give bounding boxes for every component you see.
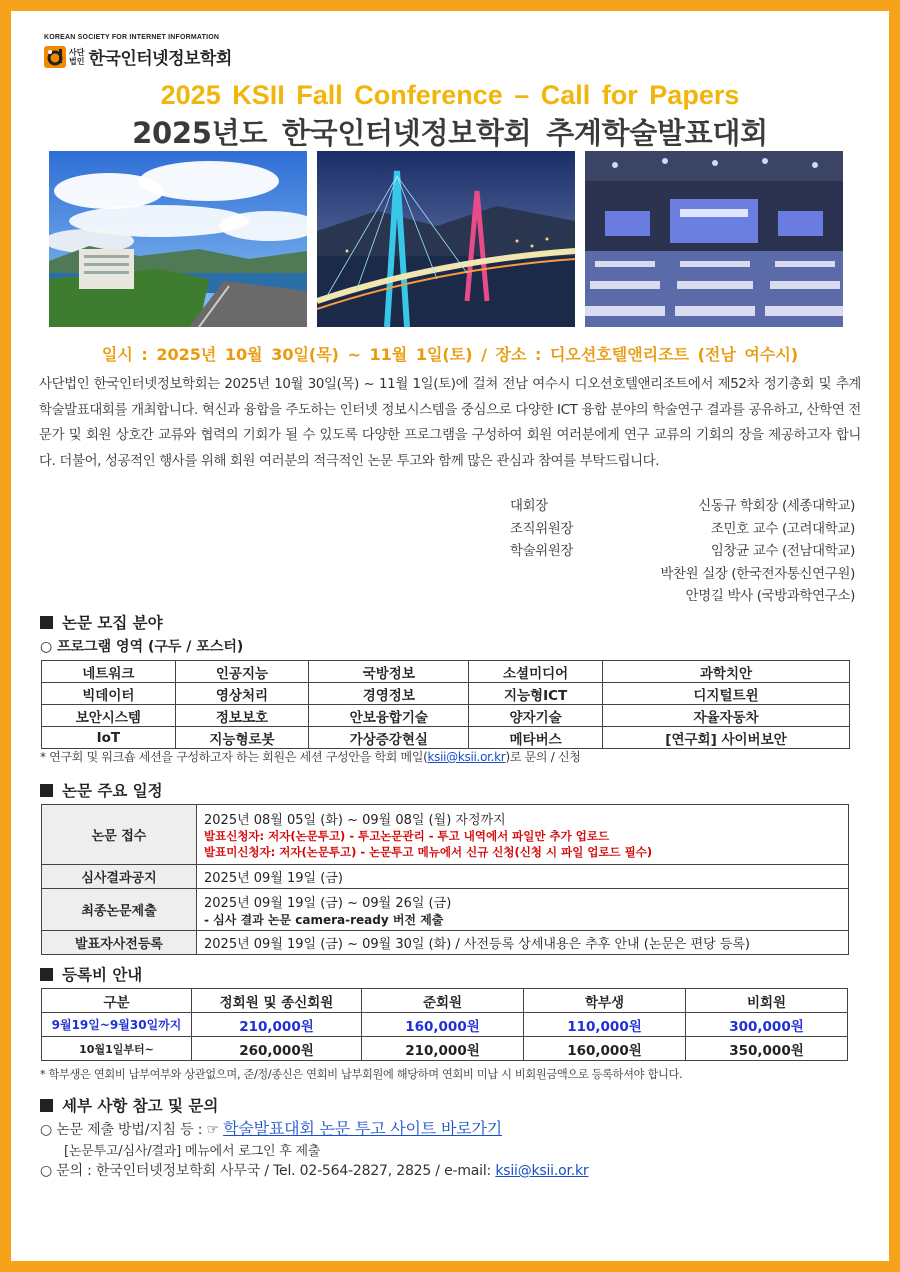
schedule-value bbox=[197, 805, 849, 865]
role-title: 대회장 bbox=[510, 499, 548, 514]
schedule-label: 심사결과공지 bbox=[42, 865, 197, 889]
schedule-date: 2025년 09월 19일 (금) ~ 09월 26일 (금) bbox=[204, 895, 452, 911]
session-note bbox=[40, 748, 581, 765]
role-title: 조직위원장 bbox=[510, 521, 574, 537]
table-row bbox=[42, 705, 850, 727]
table-cell: 350,000원 bbox=[686, 1037, 848, 1061]
table-cell: 160,000원 bbox=[362, 1013, 524, 1037]
table-row bbox=[42, 727, 850, 749]
schedule-note-red: 발표미신청자: 저자(논문투고) - 논문투고 메뉴에서 신규 신청(신청 시 파일 업로드 필수) bbox=[204, 845, 653, 859]
photo-night-bridge bbox=[317, 151, 575, 327]
table-cell: 보안시스템 bbox=[42, 705, 176, 727]
table-cell: 국방정보 bbox=[309, 661, 469, 683]
schedule-label: 논문 접수 bbox=[42, 805, 197, 865]
email-link[interactable]: ksii@ksii.or.kr bbox=[427, 750, 506, 764]
note-text: )로 문의 / 신청 bbox=[505, 750, 581, 764]
contact-email-link[interactable]: ksii@ksii.or.kr bbox=[495, 1163, 589, 1179]
table-cell: 260,000원 bbox=[192, 1037, 362, 1061]
contact-line bbox=[40, 1160, 588, 1180]
section-title: 논문 주요 일정 bbox=[62, 782, 163, 800]
column-header: 학부생 bbox=[524, 989, 686, 1013]
logo-small-text: 사단 법인 bbox=[69, 47, 85, 66]
photo-convention-hall bbox=[585, 151, 843, 327]
table-cell: 210,000원 bbox=[362, 1037, 524, 1061]
intro-paragraph: 사단법인 한국인터넷정보학회는 2025년 10월 30일(목) ~ 11월 1일(토)에 걸쳐 전남 여수시 디오션호텔앤리조트에서 제52차 정기총회 및 추계학술발표대회를 개최합니다. 혁신과 융합을 주도하는 인터넷 정보시스템을 중심으로 다양한 ICT 융합 분야의 학술연구 결과를 공유하고, 산학연 전문가 및 회원 상호간 교류와 협력의 기회가 될 수 있도록 다양한 프로그램을 구성하여 회원 여러분에게 연구 교류의 기회의 장을 제공하고자 합니다. 더불어, 성공적인 행사를 위해 회원 여러분의 적극적인 논문 투고와 함께 많은 관심과 참여를 부탁드립니다. bbox=[39, 377, 861, 469]
table-cell: 110,000원 bbox=[524, 1013, 686, 1037]
table-cell: 과학치안 bbox=[602, 661, 849, 683]
fields-table bbox=[41, 660, 850, 749]
table-row bbox=[42, 865, 849, 889]
role-person: 신동규 학회장 (세종대학교) bbox=[698, 499, 855, 514]
logo-mark-icon bbox=[44, 46, 66, 68]
table-row bbox=[42, 931, 849, 955]
role-person: 조민호 교수 (고려대학교) bbox=[710, 521, 855, 537]
table-cell: 인공지능 bbox=[175, 661, 309, 683]
photo-resort-coast bbox=[49, 151, 307, 327]
section-title: 논문 모집 분야 bbox=[62, 614, 163, 632]
table-cell: 9월19일~9월30일까지 bbox=[42, 1013, 192, 1037]
table-cell: 메타버스 bbox=[469, 727, 603, 749]
society-logo bbox=[44, 34, 232, 69]
square-bullet-icon bbox=[40, 1099, 53, 1112]
schedule-label: 최종논문제출 bbox=[42, 889, 197, 931]
table-cell: 경영정보 bbox=[309, 683, 469, 705]
column-header: 준회원 bbox=[362, 989, 524, 1013]
table-row bbox=[42, 683, 850, 705]
table-cell: 10월1일부터~ bbox=[42, 1037, 192, 1061]
title-korean: 2025년도 한국인터넷정보학회 추계학술발표대회 bbox=[132, 116, 768, 150]
role-person: 안명길 박사 (국방과학연구소) bbox=[685, 589, 855, 604]
column-header: 정회원 및 종신회원 bbox=[192, 989, 362, 1013]
table-cell: 지능형ICT bbox=[469, 683, 603, 705]
committee-titles bbox=[510, 496, 573, 564]
info-text: ○ 논문 제출 방법/지침 등 : ☞ bbox=[40, 1122, 224, 1138]
table-cell: 안보융합기술 bbox=[309, 705, 469, 727]
table-cell: 영상처리 bbox=[175, 683, 309, 705]
submission-guide-line bbox=[40, 1116, 502, 1139]
table-row bbox=[42, 661, 850, 683]
table-header-row bbox=[42, 989, 848, 1013]
fee-note: * 학부생은 연회비 납부여부와 상관없으며, 준/정/종신은 연회비 납부회원에 해당하며 연회비 미납 시 비회원금액으로 등록하셔야 합니다. bbox=[40, 1068, 683, 1081]
schedule-note-red: 발표신청자: 저자(논문투고) - 투고논문관리 - 투고 내역에서 파일만 추가 업로드 bbox=[204, 829, 610, 843]
schedule-table bbox=[41, 804, 849, 955]
table-cell: 디지털트윈 bbox=[602, 683, 849, 705]
info-text: ○ 문의 : 한국인터넷정보학회 사무국 / Tel. 02-564-2827, 2825 / e-mail: bbox=[40, 1163, 496, 1179]
table-cell: IoT bbox=[42, 727, 176, 749]
section-heading-schedule bbox=[40, 779, 163, 801]
fee-table bbox=[41, 988, 848, 1061]
table-cell: 210,000원 bbox=[192, 1013, 362, 1037]
table-cell: 가상증강현실 bbox=[309, 727, 469, 749]
table-cell: 자율자동차 bbox=[602, 705, 849, 727]
schedule-note: - 심사 결과 논문 camera-ready 버전 제출 bbox=[204, 912, 444, 927]
table-cell: 소셜미디어 bbox=[469, 661, 603, 683]
schedule-value: 2025년 09월 19일 (금) ~ 09월 30일 (화) / 사전등록 상세내용은 추후 안내 (논문은 편당 등록) bbox=[197, 931, 849, 955]
table-cell: 네트워크 bbox=[42, 661, 176, 683]
event-date-venue: 일시 : 2025년 10월 30일(목) ~ 11월 1일(토) / 장소 : 디오션호텔앤리조트 (전남 여수시) bbox=[101, 345, 799, 364]
table-cell: 300,000원 bbox=[686, 1013, 848, 1037]
logo-korean-name: 한국인터넷정보학회 bbox=[88, 49, 232, 69]
table-row bbox=[42, 805, 849, 865]
committee-members bbox=[660, 496, 855, 609]
schedule-value: 2025년 09월 19일 (금) bbox=[197, 865, 849, 889]
section-title: 등록비 안내 bbox=[62, 966, 143, 984]
column-header: 비회원 bbox=[686, 989, 848, 1013]
program-area-heading: ○ 프로그램 영역 (구두 / 포스터) bbox=[40, 639, 244, 655]
table-row-late bbox=[42, 1037, 848, 1061]
schedule-label: 발표자사전등록 bbox=[42, 931, 197, 955]
table-cell: 160,000원 bbox=[524, 1037, 686, 1061]
title-english: 2025 KSII Fall Conference – Call for Papers bbox=[160, 80, 740, 110]
table-cell: 빅데이터 bbox=[42, 683, 176, 705]
table-row-early bbox=[42, 1013, 848, 1037]
role-person: 박찬원 실장 (한국전자통신연구원) bbox=[660, 566, 855, 582]
section-heading-fee bbox=[40, 963, 142, 985]
table-cell: 정보보호 bbox=[175, 705, 309, 727]
table-row bbox=[42, 889, 849, 931]
table-cell: 지능형로봇 bbox=[175, 727, 309, 749]
section-heading-info bbox=[40, 1094, 218, 1116]
note-text: * 연구회 및 워크숍 세션을 구성하고자 하는 회원은 세션 구성안을 학회 메일( bbox=[40, 750, 428, 764]
logo-english-name: KOREAN SOCIETY FOR INTERNET INFORMATION bbox=[44, 34, 220, 41]
logo-corp-label bbox=[69, 48, 84, 66]
square-bullet-icon bbox=[40, 968, 53, 981]
square-bullet-icon bbox=[40, 616, 53, 629]
column-header: 구분 bbox=[42, 989, 192, 1013]
section-heading-fields bbox=[40, 611, 163, 633]
table-cell: 양자기술 bbox=[469, 705, 603, 727]
submission-site-link[interactable]: 학술발표대회 논문 투고 사이트 바로가기 bbox=[223, 1119, 502, 1138]
square-bullet-icon bbox=[40, 784, 53, 797]
submission-menu-note: [논문투고/심사/결과] 메뉴에서 로그인 후 제출 bbox=[64, 1144, 321, 1159]
schedule-date: 2025년 08월 05일 (화) ~ 09월 08일 (월) 자정까지 bbox=[204, 813, 506, 828]
schedule-value bbox=[197, 889, 849, 931]
section-title: 세부 사항 참고 및 문의 bbox=[62, 1097, 219, 1115]
role-title: 학술위원장 bbox=[510, 544, 574, 559]
role-person: 임창균 교수 (전남대학교) bbox=[710, 544, 855, 559]
table-cell: [연구회] 사이버보안 bbox=[602, 727, 849, 749]
